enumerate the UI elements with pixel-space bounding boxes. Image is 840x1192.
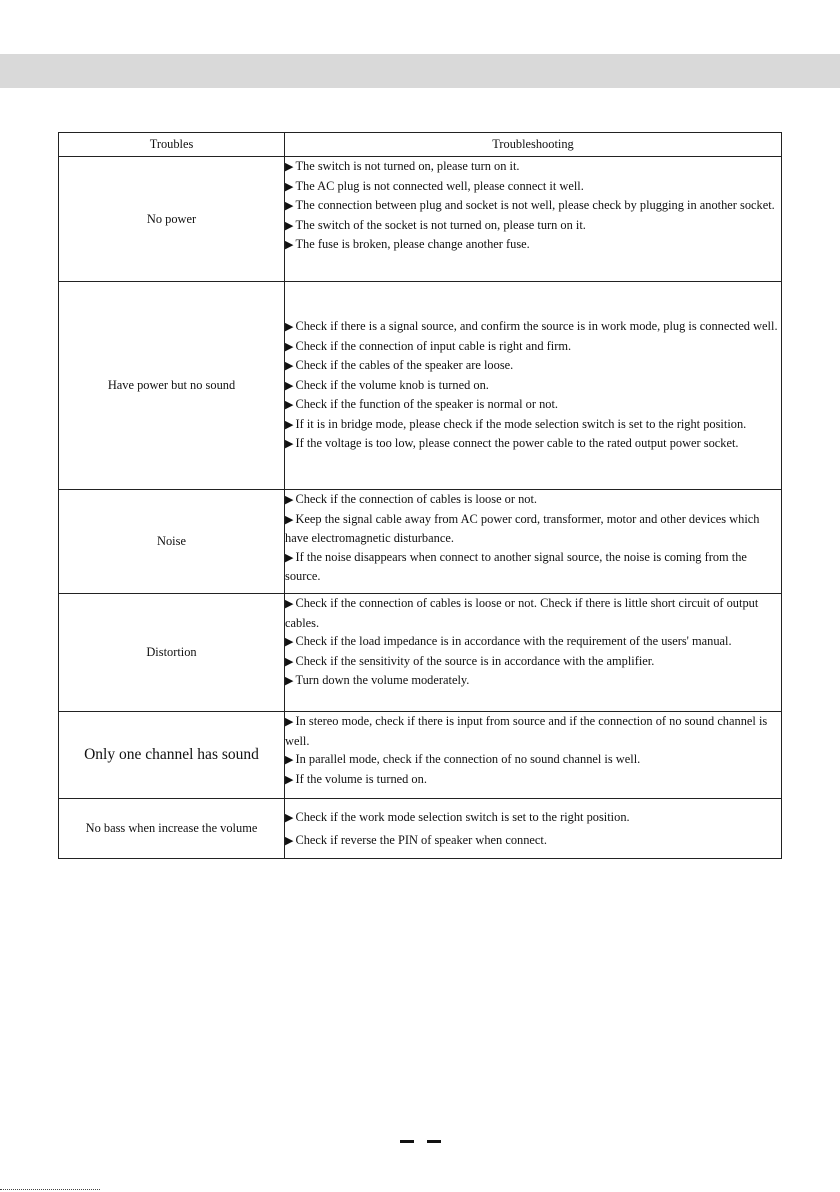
solution-item bbox=[285, 177, 781, 197]
solution-text: Turn down the volume moderately. bbox=[295, 673, 470, 688]
bullet-icon: ▶ bbox=[285, 340, 294, 353]
solution-item bbox=[285, 770, 781, 790]
solution-item bbox=[285, 235, 781, 255]
table-row bbox=[59, 799, 782, 859]
solution-item bbox=[285, 317, 781, 337]
solution-item bbox=[285, 594, 781, 632]
solution-text: In stereo mode, check if there is input from source and if the connection of no sound channel is well. bbox=[285, 714, 768, 748]
trouble-name: Have power but no sound bbox=[59, 282, 285, 490]
page-number-mark-right bbox=[427, 1140, 441, 1143]
solution-item bbox=[285, 806, 781, 829]
solution-item bbox=[285, 712, 781, 750]
solution-list bbox=[285, 157, 782, 282]
bullet-icon: ▶ bbox=[285, 655, 294, 668]
solution-item bbox=[285, 356, 781, 376]
bullet-icon: ▶ bbox=[285, 180, 294, 193]
table-row bbox=[59, 490, 782, 594]
table-header-row bbox=[59, 133, 782, 157]
solution-text: Check if the connection of cables is loose or not. Check if there is little short circuit of output cables. bbox=[285, 596, 759, 630]
bullet-icon: ▶ bbox=[285, 811, 294, 824]
solution-text: The switch is not turned on, please turn on it. bbox=[295, 159, 520, 173]
bullet-icon: ▶ bbox=[285, 494, 294, 506]
trouble-name: Noise bbox=[59, 490, 285, 594]
bullet-icon: ▶ bbox=[285, 834, 294, 847]
solution-item bbox=[285, 434, 781, 454]
bullet-icon: ▶ bbox=[285, 636, 294, 649]
solution-item bbox=[285, 157, 781, 177]
solution-item bbox=[285, 548, 781, 586]
solution-item bbox=[285, 510, 781, 548]
solution-text: Keep the signal cable away from AC power cord, transformer, motor and other devices which have electromagnetic disturbance. bbox=[285, 511, 760, 546]
trouble-name: Only one channel has sound bbox=[59, 712, 285, 799]
footer-rule bbox=[0, 1189, 100, 1190]
solution-text: The AC plug is not connected well, please connect it well. bbox=[295, 178, 584, 193]
solution-text: If the volume is turned on. bbox=[295, 771, 427, 786]
solution-text: If it is in bridge mode, please check if the mode selection switch is set to the right position. bbox=[295, 416, 747, 431]
solution-item bbox=[285, 415, 781, 435]
solution-text: Check if the cables of the speaker are loose. bbox=[295, 358, 514, 373]
bullet-icon: ▶ bbox=[285, 320, 294, 333]
solution-item bbox=[285, 216, 781, 236]
solution-list bbox=[285, 712, 782, 799]
solution-text: The fuse is broken, please change another fuse. bbox=[295, 237, 530, 252]
trouble-name: Distortion bbox=[59, 594, 285, 712]
solution-text: If the voltage is too low, please connect the power cable to the rated output power socket. bbox=[295, 436, 739, 451]
bullet-icon: ▶ bbox=[285, 438, 294, 451]
trouble-name: No power bbox=[59, 157, 285, 282]
solution-text: Check if the connection of cables is loose or not. bbox=[295, 492, 538, 506]
solution-item bbox=[285, 490, 781, 510]
bullet-icon: ▶ bbox=[285, 360, 294, 373]
solution-text: Check if the load impedance is in accordance with the requirement of the users' manual. bbox=[295, 634, 732, 649]
solution-item bbox=[285, 652, 781, 672]
solution-list bbox=[285, 490, 782, 594]
table-row bbox=[59, 157, 782, 282]
solution-text: Check if there is a signal source, and confirm the source is in work mode, plug is connected well. bbox=[295, 318, 778, 333]
column-header-troubleshooting: Troubleshooting bbox=[285, 133, 782, 157]
bullet-icon: ▶ bbox=[285, 200, 294, 213]
solution-item bbox=[285, 829, 781, 852]
bullet-icon: ▶ bbox=[285, 551, 294, 564]
solution-text: Check if the work mode selection switch is set to the right position. bbox=[295, 809, 630, 824]
page-number-mark-left bbox=[400, 1140, 414, 1143]
bullet-icon: ▶ bbox=[285, 399, 294, 412]
solution-item bbox=[285, 632, 781, 652]
solution-text: The connection between plug and socket is not well, please check by plugging in another socket. bbox=[295, 198, 775, 213]
table-row bbox=[59, 282, 782, 490]
solution-item bbox=[285, 196, 781, 216]
solution-list bbox=[285, 282, 782, 490]
column-header-troubles: Troubles bbox=[59, 133, 285, 157]
bullet-icon: ▶ bbox=[285, 379, 294, 392]
bullet-icon: ▶ bbox=[285, 418, 294, 431]
bullet-icon: ▶ bbox=[285, 161, 294, 173]
solution-item bbox=[285, 750, 781, 770]
solution-list bbox=[285, 594, 782, 712]
solution-text: The switch of the socket is not turned on, please turn on it. bbox=[295, 217, 586, 232]
table-row bbox=[59, 712, 782, 799]
solution-text: Check if the function of the speaker is normal or not. bbox=[295, 397, 559, 412]
solution-text: Check if the volume knob is turned on. bbox=[295, 377, 489, 392]
bullet-icon: ▶ bbox=[285, 598, 294, 610]
bullet-icon: ▶ bbox=[285, 239, 294, 252]
solution-text: Check if the connection of input cable is right and firm. bbox=[295, 338, 572, 353]
trouble-name: No bass when increase the volume bbox=[59, 799, 285, 859]
solution-list bbox=[285, 799, 782, 859]
header-band bbox=[0, 54, 840, 88]
bullet-icon: ▶ bbox=[285, 716, 294, 728]
solution-text: In parallel mode, check if the connection of no sound channel is well. bbox=[295, 752, 641, 767]
troubleshooting-table bbox=[58, 132, 782, 859]
bullet-icon: ▶ bbox=[285, 773, 294, 786]
solution-text: Check if reverse the PIN of speaker when connect. bbox=[295, 832, 547, 847]
bullet-icon: ▶ bbox=[285, 219, 294, 232]
table-row bbox=[59, 594, 782, 712]
solution-text: If the noise disappears when connect to another signal source, the noise is coming from the source. bbox=[285, 549, 747, 584]
solution-item bbox=[285, 671, 781, 691]
solution-item bbox=[285, 395, 781, 415]
solution-item bbox=[285, 337, 781, 357]
solution-item bbox=[285, 376, 781, 396]
solution-text: Check if the sensitivity of the source is in accordance with the amplifier. bbox=[295, 653, 655, 668]
bullet-icon: ▶ bbox=[285, 754, 294, 767]
bullet-icon: ▶ bbox=[285, 513, 294, 526]
bullet-icon: ▶ bbox=[285, 675, 294, 688]
